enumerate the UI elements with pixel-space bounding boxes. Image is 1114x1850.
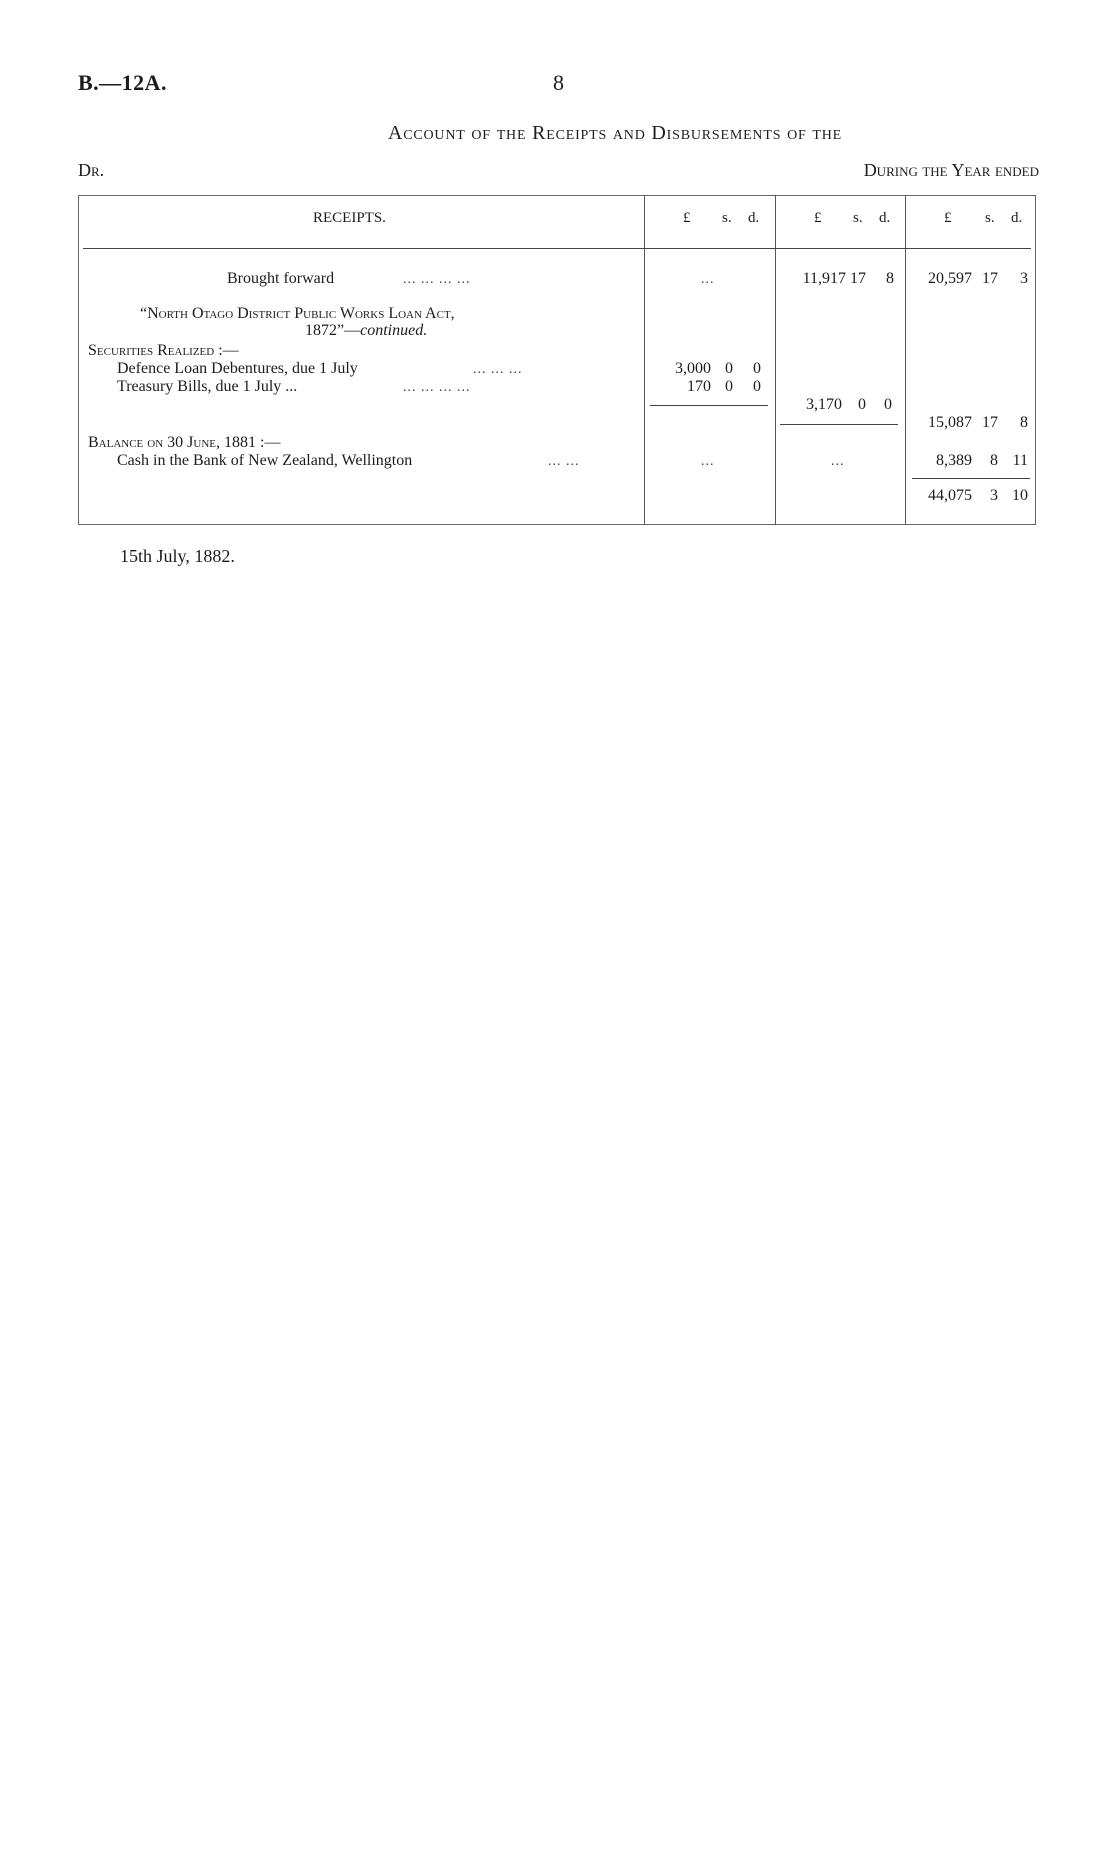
col3-pounds: 15,087 [928, 414, 972, 431]
col2-shillings-header: s. [853, 210, 863, 226]
leader-dots: ... ... ... [473, 362, 523, 377]
debit-marker: Dr. [78, 160, 105, 180]
col2-pounds: 11,917 [802, 270, 846, 287]
bank-cash-label: Cash in the Bank of New Zealand, Wellington [117, 452, 413, 469]
leader-dots: ... ... ... ... [403, 272, 471, 287]
col2-shillings: 0 [858, 396, 866, 413]
balance-heading: Balance on 30 June, 1881 :— [88, 434, 281, 451]
grand-total-pounds: 44,075 [928, 487, 972, 504]
leader-dots: ... ... ... ... [403, 380, 471, 395]
col3-pounds: 8,389 [936, 452, 972, 469]
continued-label: continued. [360, 322, 428, 339]
receipts-column-header: RECEIPTS. [313, 210, 386, 226]
col3-shillings: 17 [982, 270, 998, 287]
col3-shillings: 8 [990, 452, 998, 469]
col2-blank: ... [831, 454, 845, 469]
treasury-bills-label: Treasury Bills, due 1 July ... [117, 378, 298, 395]
page-title: Account of the Receipts and Disbursements of the [388, 122, 842, 144]
col1-pence-header: d. [748, 210, 760, 226]
col1-blank: ... [701, 272, 715, 287]
header-rule [83, 248, 1031, 249]
leader-dots: ... ... [548, 454, 580, 469]
grand-total-shillings: 3 [990, 487, 998, 504]
page-number: 8 [553, 70, 564, 95]
col1-blank: ... [701, 454, 715, 469]
col1-pounds: 3,000 [675, 360, 711, 377]
act-title-line2 [305, 322, 427, 340]
col3-shillings: 17 [982, 414, 998, 431]
col3-pounds: 20,597 [928, 270, 972, 287]
document-reference: B.—12A. [78, 70, 168, 95]
col1-shillings: 0 [725, 360, 733, 377]
col2-pounds: 3,170 [806, 396, 842, 413]
col1-pounds: 170 [687, 378, 711, 395]
total-rule [912, 478, 1030, 479]
col3-pence: 3 [1020, 270, 1028, 287]
col2-pounds-header: £ [814, 210, 822, 226]
column-divider [644, 195, 645, 525]
col3-pounds-header: £ [944, 210, 952, 226]
col1-pence: 0 [753, 378, 761, 395]
act-year: 1872”— [305, 322, 361, 339]
defence-debentures-label: Defence Loan Debentures, due 1 July [117, 360, 358, 377]
signature-date: 15th July, 1882. [120, 546, 235, 566]
col3-pence: 11 [1012, 452, 1028, 469]
brought-forward-label: Brought forward [227, 270, 335, 287]
col2-pence-header: d. [879, 210, 891, 226]
act-title-line1: “North Otago District Public Works Loan Act, [140, 305, 455, 322]
period-heading: During the Year ended [863, 160, 1039, 180]
subtotal-rule [780, 424, 898, 425]
col2-pence: 0 [884, 396, 892, 413]
col2-pence: 8 [886, 270, 894, 287]
column-divider [775, 195, 776, 525]
securities-heading: Securities Realized :— [88, 342, 239, 359]
col1-shillings: 0 [725, 378, 733, 395]
col2-shillings: 17 [850, 270, 866, 287]
col1-pounds-header: £ [683, 210, 691, 226]
col1-pence: 0 [753, 360, 761, 377]
grand-total-pence: 10 [1012, 487, 1028, 504]
col1-shillings-header: s. [722, 210, 732, 226]
col3-pence-header: d. [1011, 210, 1023, 226]
col3-shillings-header: s. [985, 210, 995, 226]
subtotal-rule [650, 405, 768, 406]
col3-pence: 8 [1020, 414, 1028, 431]
column-divider [905, 195, 906, 525]
